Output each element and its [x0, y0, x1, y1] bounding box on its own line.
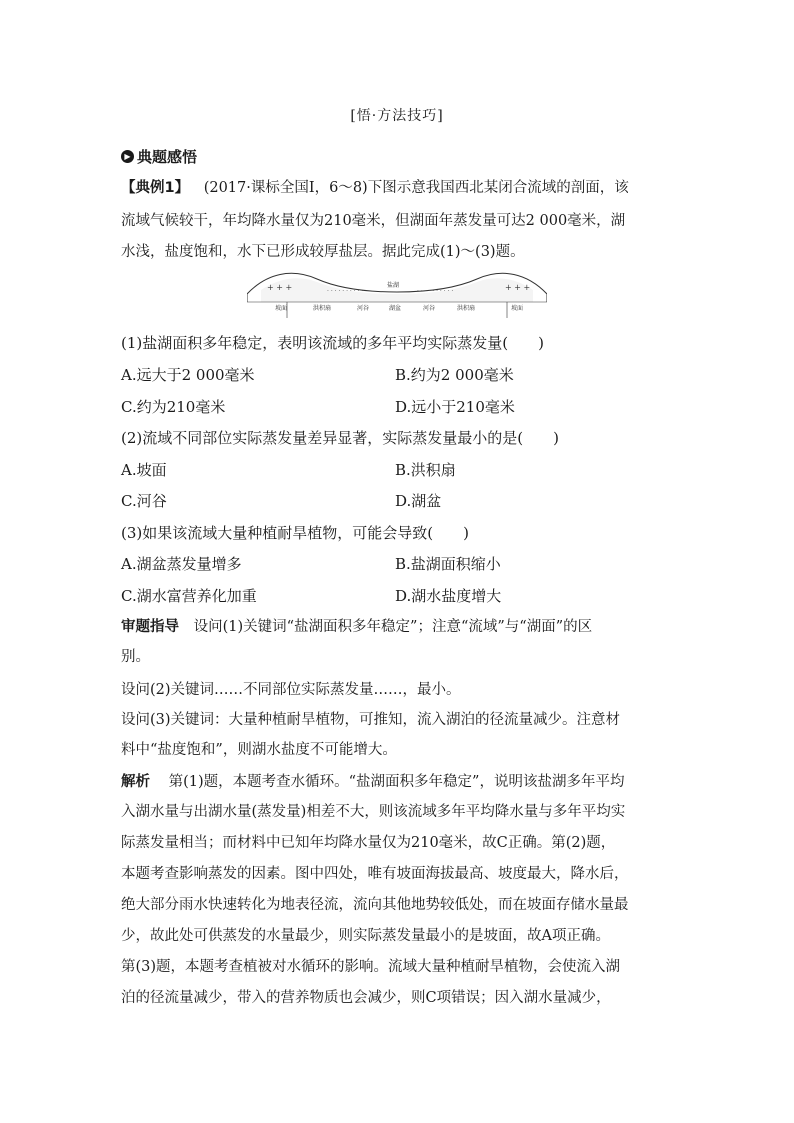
- question-3-option-b: B.盐湖面积缩小: [395, 555, 501, 573]
- figure-label-slope-left: 坡面: [275, 305, 288, 312]
- analysis-text-1: 第(1)题，本题考查水循环。“盐湖面积多年稳定”，说明该盐湖多年平均: [168, 774, 625, 790]
- figure-label-valley-right: 河谷: [423, 305, 436, 312]
- figure-label-valley-left: 河谷: [357, 305, 370, 312]
- question-1-stem: (1)盐湖面积多年稳定，表明该流域的多年平均实际蒸发量( ): [121, 334, 544, 352]
- analysis-line-6: 少，故此处可供蒸发的水量最少，则实际蒸发量最小的是坡面，故A项正确。: [121, 928, 610, 944]
- section-title: 典题感悟: [137, 148, 198, 166]
- question-1-option-a: A.远大于2 000毫米: [121, 366, 255, 384]
- guide-tag: 审题指导: [121, 619, 179, 635]
- play-circle-icon: ▶: [121, 150, 134, 163]
- analysis-line-3: 际蒸发量相当；而材料中已知年均降水量仅为210毫米，故C正确。第(2)题，: [121, 835, 616, 851]
- question-3-stem: (3)如果该流域大量种植耐旱植物，可能会导致( ): [121, 524, 469, 542]
- svg-text:· · · · · · · · · ·: · · · · · · · · · ·: [327, 288, 364, 295]
- analysis-line-5: 绝大部分雨水快速转化为地表径流，流向其他地势较低处，而在坡面存储水量最: [121, 897, 629, 913]
- svg-text:+ + +: + + +: [267, 283, 293, 292]
- watershed-profile-figure: [247, 270, 547, 320]
- question-2-option-d: D.湖盆: [395, 492, 442, 510]
- figure-label-basin: 湖盆: [389, 305, 402, 312]
- question-2-option-b: B.洪积扇: [395, 461, 456, 479]
- analysis-line-2: 入湖水量与出湖水量(蒸发量)相差不大，则该流域多年平均降水量与多年平均实: [121, 804, 626, 820]
- svg-text:+ + +: + + +: [505, 283, 531, 292]
- guide-line-2: 别。: [121, 649, 150, 665]
- guide-line-3: 设问(2)关键词……不同部位实际蒸发量……，最小。: [121, 682, 461, 698]
- figure-label-top: 盐湖: [387, 282, 400, 289]
- question-2-option-c: C.河谷: [121, 492, 167, 510]
- question-3-option-d: D.湖水盐度增大: [395, 587, 502, 605]
- question-1-option-b: B.约为2 000毫米: [395, 366, 514, 384]
- example-text-1: (2017·课标全国Ⅰ，6～8)下图示意我国西北某闭合流域的剖面，该: [203, 180, 629, 196]
- example-line-2: 流域气候较干，年均降水量仅为210毫米，但湖面年蒸发量可达2 000毫米，湖: [121, 213, 626, 229]
- page-header: [悟·方法技巧]: [350, 108, 444, 124]
- question-1-option-d: D.远小于210毫米: [395, 398, 515, 416]
- example-line-3: 水浅，盐度饱和，水下已形成较厚盐层。据此完成(1)～(3)题。: [121, 244, 525, 260]
- question-2-option-a: A.坡面: [121, 461, 167, 479]
- section-heading: [121, 146, 197, 167]
- guide-line-5: 料中“盐度饱和”，则湖水盐度不可能增大。: [121, 742, 397, 758]
- example-line-1: [121, 176, 676, 197]
- analysis-tag: 解析: [121, 774, 150, 790]
- question-1-option-c: C.约为210毫米: [121, 398, 226, 416]
- analysis-line-8: 泊的径流量减少，带入的营养物质也会减少，则C项错误；因入湖水量减少，: [121, 990, 611, 1006]
- figure-label-fan-left: 洪积扇: [313, 305, 332, 312]
- guide-line-4: 设问(3)关键词：大量种植耐旱植物，可推知，流入湖泊的径流量减少。注意材: [121, 712, 621, 728]
- analysis-line-7: 第(3)题，本题考查植被对水循环的影响。流域大量种植耐旱植物，会使流入湖: [121, 959, 621, 975]
- svg-text:· · · · · · · · · ·: · · · · · · · · · ·: [417, 288, 454, 295]
- question-3-option-c: C.湖水富营养化加重: [121, 587, 257, 605]
- guide-text-1: 设问(1)关键词“盐湖面积多年稳定”；注意“流域”与“湖面”的区: [193, 619, 593, 635]
- example-tag: 【典例1】: [121, 180, 190, 196]
- figure-label-slope-right: 坡面: [511, 305, 524, 312]
- guide-line-1: [121, 615, 676, 636]
- question-2-stem: (2)流域不同部位实际蒸发量差异显著，实际蒸发量最小的是( ): [121, 429, 559, 447]
- analysis-line-1: [121, 770, 676, 791]
- figure-label-fan-right: 洪积扇: [457, 305, 476, 312]
- question-3-option-a: A.湖盆蒸发量增多: [121, 555, 242, 573]
- analysis-line-4: 本题考查影响蒸发的因素。图中四处，唯有坡面海拔最高、坡度最大，降水后，: [121, 866, 629, 882]
